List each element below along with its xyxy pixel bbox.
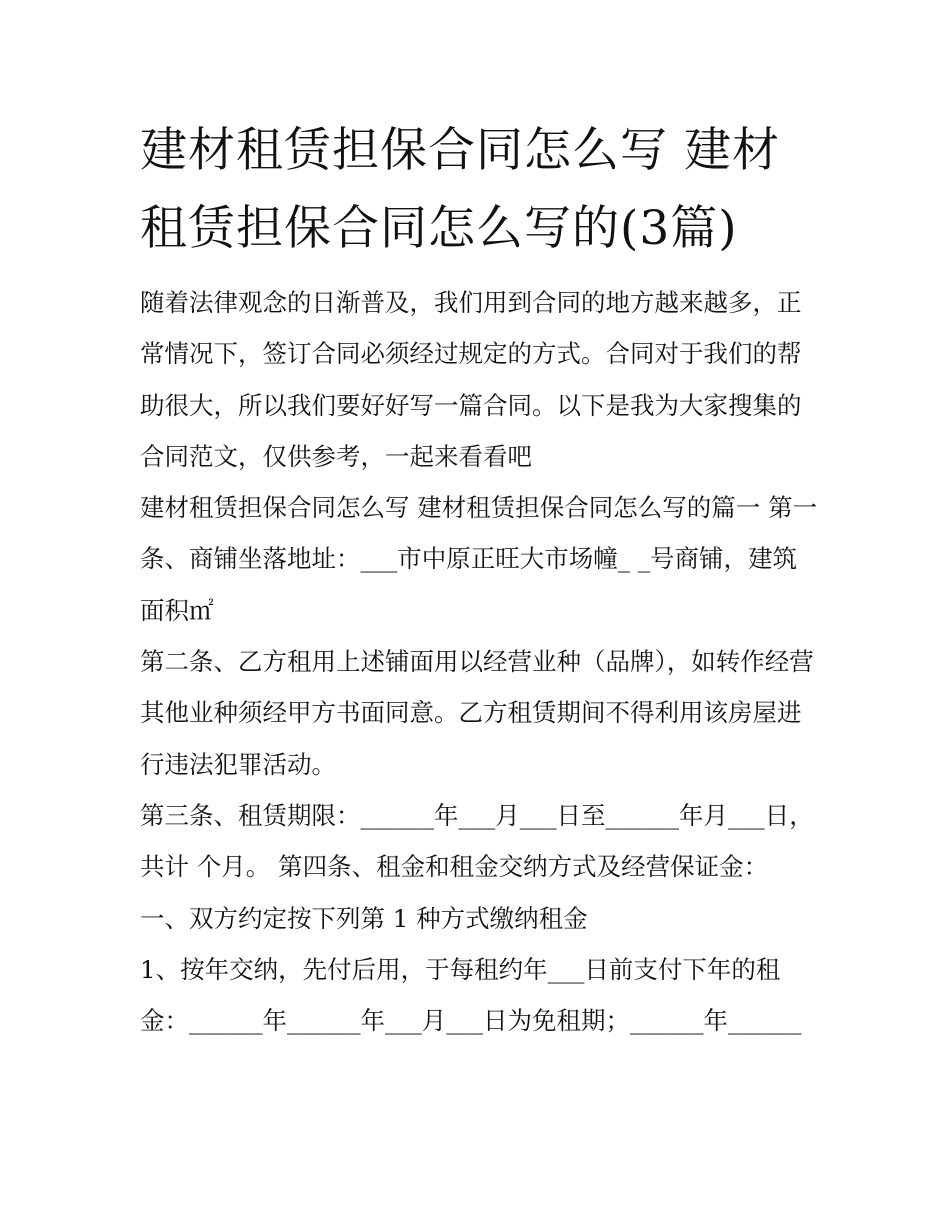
paragraph-payment-item-1: 1、按年交纳，先付后用，于每租约年___日前支付下年的租金：______年______年___月___日为免租期；______年______ [140,954,802,1036]
document-title: 建材租赁担保合同怎么写 建材租赁担保合同怎么写的(3篇) [140,123,780,256]
paragraph-article-1: 建材租赁担保合同怎么写 建材租赁担保合同怎么写的篇一 第一条、商铺坐落地址：___市中原正旺大市场幢_ _号商铺，建筑面积㎡ [140,493,818,625]
paragraph-article-2: 第二条、乙方租用上述铺面用以经营业种（品牌），如转作经营其他业种须经甲方书面同意。乙方租赁期间不得利用该房屋进行违法犯罪活动。 [140,647,814,779]
paragraph-article-3-4: 第三条、租赁期限：______年___月___日至______年月___日，共计 个月。 第四条、租金和租金交纳方式及经营保证金： [140,800,814,882]
document-body [140,277,820,1046]
paragraph-intro: 随着法律观念的日渐普及，我们用到合同的地方越来越多，正常情况下，签订合同必须经过规定的方式。合同对于我们的帮助很大，所以我们要好好写一篇合同。以下是我为大家搜集的合同范文，仅供参考，一起来看看吧 [140,288,802,471]
paragraph-payment-method: 一、双方约定按下列第 1 种方式缴纳租金 [140,903,588,933]
